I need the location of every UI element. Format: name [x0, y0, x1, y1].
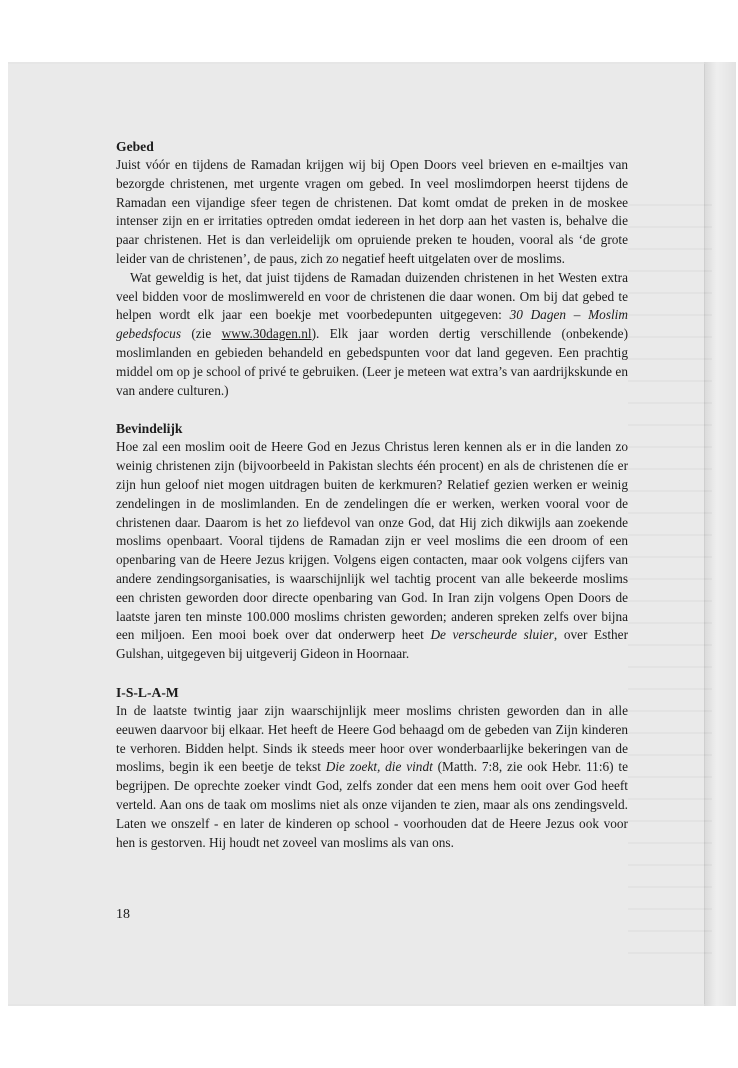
paragraph-gebed-1: Juist vóór en tijdens de Ramadan krijgen wij bij Open Doors veel brieven en e-mailtjes van bezorgde christenen, met urgente vragen om gebed. In veel moslimdorpen heerst tijdens de Ramadan een vijandige sfeer tegen de christenen. Dat komt omdat de preken in de moskee intenser zijn en er irritaties optreden omdat iedereen in het dorp aan het vasten is, behalve die paar christenen. Het is dan verleidelijk om opruiende preken te houden, vooral als ‘de grote leider van de christenen’, de paus, zich zo negatief heeft uitgelaten over de moslims. [116, 157, 628, 266]
heading-gebed: Gebed [116, 139, 154, 154]
bible-quote: Die zoekt, die vindt [325, 759, 433, 775]
section-bevindelijk [116, 419, 628, 664]
heading-bevindelijk: Bevindelijk [116, 421, 183, 437]
page-edge [704, 62, 736, 1006]
website-link[interactable]: www.30dagen.nl [221, 326, 312, 342]
section-gap [116, 664, 628, 683]
booklet-title: 30 Dagen – Moslim gebedsfocus [116, 307, 628, 342]
paragraph-islam-1 [116, 702, 628, 852]
book-title: De verscheurde sluier [430, 627, 554, 643]
page-number: 18 [116, 907, 130, 922]
bleed-through-shadow [628, 204, 712, 964]
page-content [116, 137, 628, 852]
section-gebed [116, 137, 628, 400]
heading-islam: I-S-L-A-M [116, 684, 179, 700]
section-gap [116, 400, 628, 419]
text-segment: Wat geweldig is het, dat juist tijdens de Ramadan duizenden christenen in het Westen extra veel bidden voor de moslimwereld en voor de christenen die daar wonen. Om bij dat gebed te helpen wordt elk jaar een boekje met voorbedepunten uitgegeven: [116, 269, 628, 323]
text-segment: , over Esther Gulshan, uitgegeven bij uitgeverij Gideon in Hoornaar. [116, 627, 629, 662]
text-segment: ). Elk jaar worden dertig verschillende (onbekende) moslimlanden en gebieden behandeld en gebedspunten voor dat land gegeven. Een prachtig middel om op je school of privé te gebruiken. (Leer je meteen wat extra’s van aardrijkskunde en van andere culturen.) [116, 326, 628, 398]
text-segment: In de laatste twintig jaar zijn waarschijnlijk meer moslims christen geworden dan in alle eeuwen daarvoor bij elkaar. Het heeft de Heere God behaagd om de gebeden van Zijn kinderen te verhoren. Bidden helpt. Sinds ik steeds meer hoor over wonderbaarlijke bekeringen van de moslims, begin ik een beetje de tekst [116, 702, 628, 775]
text-segment: (Matth. 7:8, zie ook Hebr. 11:6) te begrijpen. De oprechte zoeker vindt God, zelfs zonder dat een mens hem ooit over God heeft verteld. Aan ons de taak om moslims niet als onze vijanden te zien, maar als ons zendingsveld. Laten we onszelf - en later de kinderen op school - voorhouden dat de Heere Jezus ook voor hen is gestorven. Hij houdt net zoveel van moslims als van ons. [116, 759, 628, 850]
section-islam [116, 683, 628, 852]
paragraph-gebed-2 [116, 269, 628, 401]
text-segment: Hoe zal een moslim ooit de Heere God en Jezus Christus leren kennen als er in die landen zo weinig christenen zijn (bijvoorbeeld in Pakistan slechts één procent) en als de christenen díe er zijn hun geloof niet mogen uitdragen buiten de kerkmuren? Relatief gezien werken er weinig zendelingen in de moslimlanden. En de zendelingen díe er werken, werken vooral voor de christenen daar. Daarom is het zo liefdevol van onze God, dat Hij zich dikwijls aan zoekende moslims openbaart. Vooral tijdens de Ramadan zijn er veel moslims die een droom of een openbaring van de Heere Jezus krijgen. Volgens eigen contacten, maar ook volgens cijfers van andere zendingsorganisaties, is waarschijnlijk wel tachtig procent van alle bekeerde moslims een christen geworden door directe openbaring van God. In Iran zijn volgens Open Doors de laatste jaren ten minste 100.000 moslims christen geworden; anderen spreken zelfs over bijna een miljoen. Een mooi boek over dat onderwerp heet [116, 439, 628, 643]
text-segment: (zie [181, 326, 222, 342]
paragraph-bevindelijk-1 [116, 438, 628, 664]
